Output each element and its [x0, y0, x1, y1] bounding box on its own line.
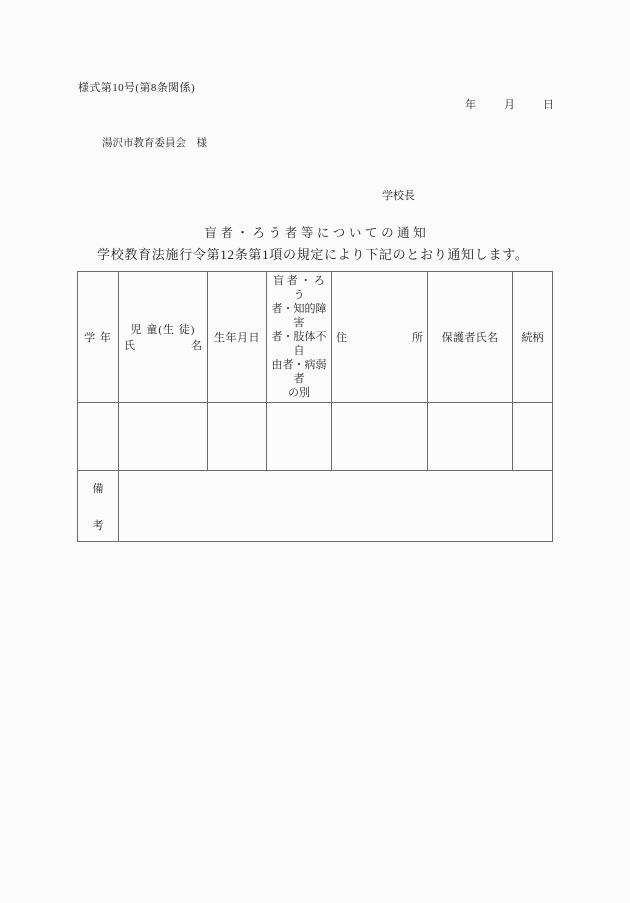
cell-relation: [513, 403, 553, 471]
header-category: [267, 272, 332, 403]
table-header-row: [78, 272, 553, 403]
remarks-label-cell: [78, 471, 119, 542]
remarks-content-cell: [119, 471, 553, 542]
category-label-line2: 者・知的障害: [271, 303, 327, 329]
category-label-line1: 盲者・ろう: [273, 275, 328, 301]
address-label-left: 住: [336, 332, 347, 344]
cell-student-name: [119, 403, 208, 471]
header-guardian: 保護者氏名: [428, 272, 513, 403]
cell-guardian: [428, 403, 513, 471]
day-label: 日: [543, 99, 554, 111]
notice-table: [77, 271, 553, 542]
header-address: [332, 272, 428, 403]
remarks-label-char2: 考: [92, 519, 104, 532]
student-name-label-line1: 児 童(生 徒): [130, 324, 196, 336]
header-birthdate: 生年月日: [208, 272, 267, 403]
student-name-label-right: 名: [191, 340, 202, 352]
notice-subtitle: 学校教育法施行令第12条第1項の規定により下記のとおり通知します。: [97, 247, 529, 262]
category-label-line4: 由者・病弱者: [271, 359, 327, 385]
student-name-label-line2: [124, 337, 202, 353]
form-number-text: 様式第10号(第8条関係): [78, 82, 196, 94]
header-relation: 続柄: [513, 272, 553, 403]
remarks-label-char1: 備: [92, 482, 104, 495]
cell-grade: [78, 403, 119, 471]
month-label: 月: [504, 99, 515, 111]
notice-title: 盲者・ろう者等についての通知: [204, 226, 430, 240]
sender-title-text: 学校長: [382, 190, 415, 202]
student-name-label-left: 氏: [124, 340, 135, 352]
address-label-right: 所: [412, 332, 423, 344]
category-label-line5: の別: [288, 387, 310, 399]
category-label-line3: 者・肢体不自: [271, 331, 327, 357]
year-label: 年: [465, 99, 476, 111]
header-student-name: [119, 272, 208, 403]
cell-birthdate: [208, 403, 267, 471]
addressee-text: 湯沢市教育委員会 様: [102, 138, 207, 149]
date-line: [465, 99, 554, 113]
table-remarks-row: [78, 471, 553, 542]
cell-address: [332, 403, 428, 471]
header-grade: 学 年: [78, 272, 119, 403]
cell-category: [267, 403, 332, 471]
table-empty-row: [78, 403, 553, 471]
